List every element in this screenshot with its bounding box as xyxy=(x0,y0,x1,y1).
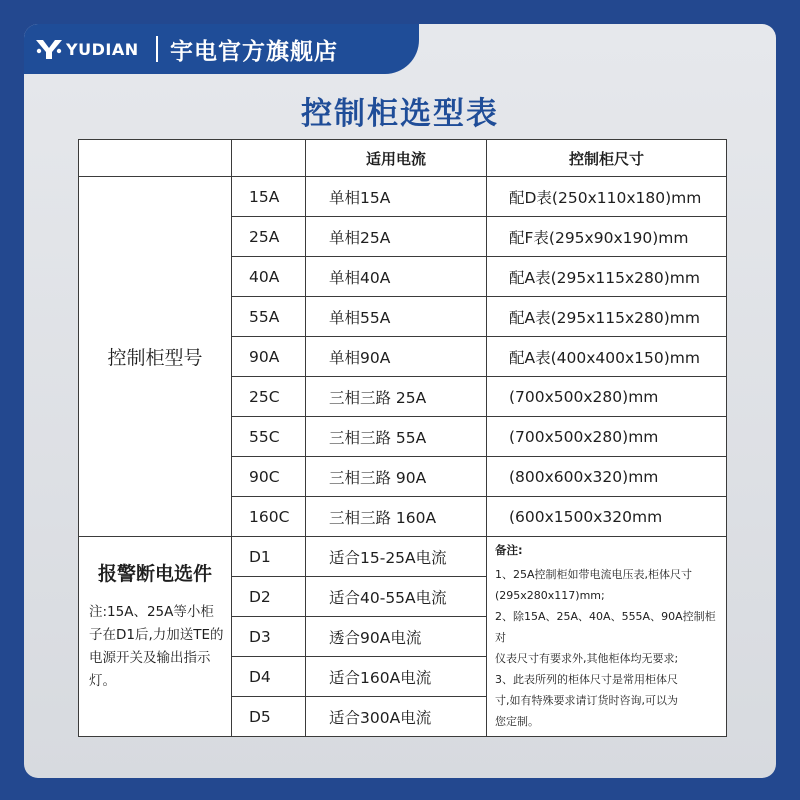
option-desc: 适合15-25A电流 xyxy=(306,537,487,577)
brand-logo[interactable] xyxy=(34,33,139,65)
table-row xyxy=(79,537,727,577)
page-title: 控制柜选型表 xyxy=(301,96,499,132)
model-code: 90A xyxy=(232,337,306,377)
model-current: 三相三路 55A xyxy=(306,417,487,457)
model-code: 25C xyxy=(232,377,306,417)
model-size: (700x500x280)mm xyxy=(487,377,727,417)
model-code: 90C xyxy=(232,457,306,497)
model-size: (600x1500x320mm xyxy=(487,497,727,537)
model-code: 25A xyxy=(232,217,306,257)
model-current: 单相90A xyxy=(306,337,487,377)
option-desc: 适合160A电流 xyxy=(306,657,487,697)
note-line: 1、25A控制柜如带电流电压表,柜体尺寸 xyxy=(495,567,693,581)
option-desc: 适合300A电流 xyxy=(306,697,487,737)
option-desc: 适合40-55A电流 xyxy=(306,577,487,617)
option-code: D5 xyxy=(232,697,306,737)
note-line: (295x280x117)mm; xyxy=(495,588,605,602)
model-size: 配A表(295x115x280)mm xyxy=(487,297,727,337)
notes-heading: 备注: xyxy=(495,542,523,557)
model-code: 15A xyxy=(232,177,306,217)
option-code: D2 xyxy=(232,577,306,617)
model-code: 55A xyxy=(232,297,306,337)
model-size: 配F表(295x90x190)mm xyxy=(487,217,727,257)
selection-table xyxy=(78,139,727,737)
model-current: 单相55A xyxy=(306,297,487,337)
alarm-group-title: 报警断电选件 xyxy=(97,563,212,585)
model-code: 160C xyxy=(232,497,306,537)
model-size: 配A表(400x400x150)mm xyxy=(487,337,727,377)
model-current: 三相三路 160A xyxy=(306,497,487,537)
model-current: 三相三路 25A xyxy=(306,377,487,417)
model-code: 40A xyxy=(232,257,306,297)
model-current: 三相三路 90A xyxy=(306,457,487,497)
header-divider xyxy=(156,36,158,62)
option-desc: 透合90A电流 xyxy=(306,617,487,657)
model-current: 单相25A xyxy=(306,217,487,257)
model-group-label: 控制柜型号 xyxy=(79,177,232,537)
store-header xyxy=(24,24,419,74)
model-current: 单相15A xyxy=(306,177,487,217)
note-line: 3、此表所列的柜体尺寸是常用柜体尺 xyxy=(495,672,678,686)
note-line: 您定制。 xyxy=(495,714,539,728)
table-row xyxy=(79,177,727,217)
model-size: 配A表(295x115x280)mm xyxy=(487,257,727,297)
header-size: 控制柜尺寸 xyxy=(487,140,727,177)
option-code: D4 xyxy=(232,657,306,697)
brand-name: YUDIAN xyxy=(66,39,139,59)
model-size: (700x500x280)mm xyxy=(487,417,727,457)
notes-cell xyxy=(487,537,727,737)
alarm-note: 注:15A、25A等小柜子在D1后,力加送TE的电源开关及输出指示灯。 xyxy=(89,604,224,689)
store-name[interactable]: 宇电官方旗舰店 xyxy=(170,39,338,65)
header-current: 适用电流 xyxy=(306,140,487,177)
model-size: (800x600x320)mm xyxy=(487,457,727,497)
note-line: 寸,如有特殊要求请订货时咨询,可以为 xyxy=(495,693,678,707)
yudian-logo-icon xyxy=(34,37,64,61)
note-line: 仪表尺寸有要求外,其他柜体均无要求; xyxy=(495,651,679,665)
alarm-group-cell xyxy=(79,537,232,737)
model-current: 单相40A xyxy=(306,257,487,297)
option-code: D3 xyxy=(232,617,306,657)
note-line: 2、除15A、25A、40A、555A、90A控制柜对 xyxy=(495,609,716,644)
model-size: 配D表(250x110x180)mm xyxy=(487,177,727,217)
model-code: 55C xyxy=(232,417,306,457)
header-blank-1 xyxy=(79,140,232,177)
header-blank-2 xyxy=(232,140,306,177)
option-code: D1 xyxy=(232,537,306,577)
